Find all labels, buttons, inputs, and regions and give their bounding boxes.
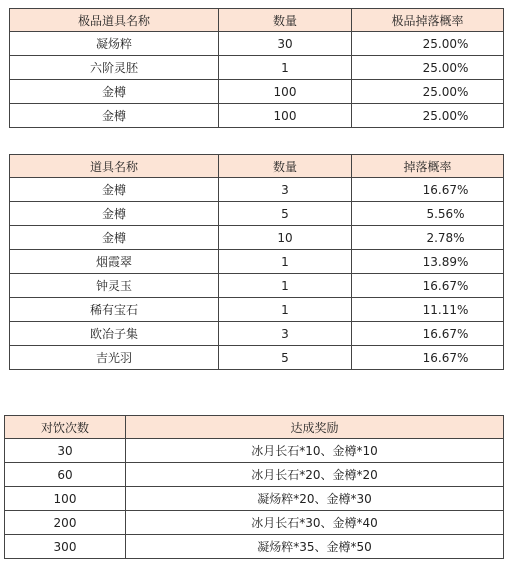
column-header-drop-rate: 掉落概率 (352, 155, 504, 178)
item-name-cell: 烟霞翠 (10, 250, 219, 274)
table-row (10, 346, 504, 370)
item-drop-table (9, 154, 504, 370)
drop-rate-cell: 25.00% (352, 104, 504, 128)
drink-count-cell: 30 (5, 439, 126, 463)
item-name-cell: 六阶灵胚 (10, 56, 219, 80)
item-name-cell: 金樽 (10, 80, 219, 104)
item-name-cell: 钟灵玉 (10, 274, 219, 298)
item-name-cell: 金樽 (10, 178, 219, 202)
table-row (5, 439, 504, 463)
table-row (10, 226, 504, 250)
column-header-drop-rate: 极品掉落概率 (352, 9, 504, 32)
quantity-cell: 5 (219, 202, 352, 226)
reward-cell: 冰月长石*30、金樽*40 (126, 511, 504, 535)
table-row (10, 322, 504, 346)
drop-rate-cell: 16.67% (352, 346, 504, 370)
column-header-quantity: 数量 (219, 9, 352, 32)
drop-rate-cell: 16.67% (352, 178, 504, 202)
quantity-cell: 1 (219, 298, 352, 322)
item-name-cell: 欧冶子集 (10, 322, 219, 346)
column-header-item-name: 极品道具名称 (10, 9, 219, 32)
drop-rate-cell: 16.67% (352, 274, 504, 298)
item-name-cell: 稀有宝石 (10, 298, 219, 322)
drop-rate-cell: 11.11% (352, 298, 504, 322)
table-row (5, 511, 504, 535)
reward-cell: 凝炀粹*20、金樽*30 (126, 487, 504, 511)
drop-rate-cell: 25.00% (352, 80, 504, 104)
drink-count-cell: 100 (5, 487, 126, 511)
table-row (10, 202, 504, 226)
quantity-cell: 100 (219, 104, 352, 128)
drop-rate-cell: 25.00% (352, 32, 504, 56)
table-row (5, 487, 504, 511)
table-row (10, 80, 504, 104)
item-name-cell: 凝炀粹 (10, 32, 219, 56)
quantity-cell: 1 (219, 250, 352, 274)
item-name-cell: 金樽 (10, 104, 219, 128)
quantity-cell: 10 (219, 226, 352, 250)
table-row (10, 32, 504, 56)
quantity-cell: 3 (219, 178, 352, 202)
item-name-cell: 金樽 (10, 202, 219, 226)
column-header-drink-count: 对饮次数 (5, 416, 126, 439)
item-name-cell: 金樽 (10, 226, 219, 250)
drink-count-cell: 60 (5, 463, 126, 487)
table-row (10, 298, 504, 322)
quantity-cell: 1 (219, 56, 352, 80)
column-header-reward: 达成奖励 (126, 416, 504, 439)
drink-count-cell: 300 (5, 535, 126, 559)
quantity-cell: 30 (219, 32, 352, 56)
table-row (5, 463, 504, 487)
table-header-row (5, 416, 504, 439)
table-header-row (10, 9, 504, 32)
drink-count-cell: 200 (5, 511, 126, 535)
premium-drop-table (9, 8, 504, 128)
quantity-cell: 1 (219, 274, 352, 298)
quantity-cell: 3 (219, 322, 352, 346)
table-row (5, 535, 504, 559)
reward-cell: 冰月长石*10、金樽*10 (126, 439, 504, 463)
column-header-item-name: 道具名称 (10, 155, 219, 178)
drop-rate-cell: 5.56% (352, 202, 504, 226)
table-row (10, 274, 504, 298)
column-header-quantity: 数量 (219, 155, 352, 178)
item-name-cell: 吉光羽 (10, 346, 219, 370)
table-row (10, 56, 504, 80)
drop-rate-cell: 2.78% (352, 226, 504, 250)
table-row (10, 250, 504, 274)
drinking-rewards-table (4, 415, 504, 559)
quantity-cell: 5 (219, 346, 352, 370)
reward-cell: 冰月长石*20、金樽*20 (126, 463, 504, 487)
table-row (10, 104, 504, 128)
drop-rate-cell: 13.89% (352, 250, 504, 274)
table-row (10, 178, 504, 202)
drop-rate-cell: 16.67% (352, 322, 504, 346)
reward-cell: 凝炀粹*35、金樽*50 (126, 535, 504, 559)
table-header-row (10, 155, 504, 178)
quantity-cell: 100 (219, 80, 352, 104)
drop-rate-cell: 25.00% (352, 56, 504, 80)
